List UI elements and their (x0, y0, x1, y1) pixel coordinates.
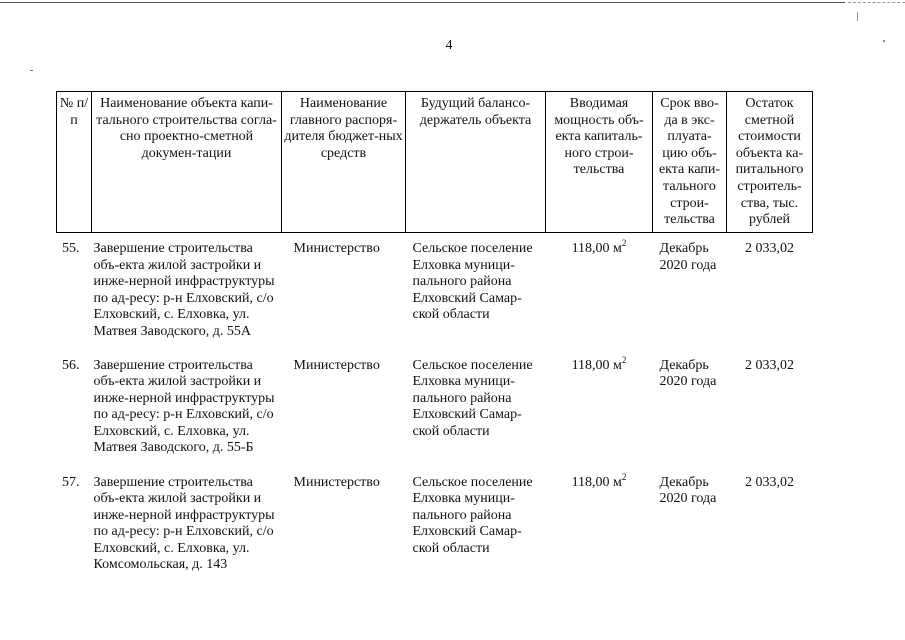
object-name: Завершение строительства объ-екта жилой застройки и инже-нерной инфраструктуры по ад-ресу: р-н Елховский, с/о Елховский, с. Елховка, ул. Комсомольская, д. 143 (93, 474, 275, 573)
remaining-cost: 2 033,02 (745, 474, 794, 490)
capacity-unit-exponent: 2 (621, 471, 627, 482)
scan-speck (883, 40, 885, 42)
table-row (57, 233, 813, 350)
header-commissioning-date: Срок вво-да в экс-плуата-цию объ-екта капи-тального строи-тельства (653, 92, 727, 233)
header-object-name: Наименование объекта капи-тального строительства согла-сно проектно-сметной докумен-тации (92, 92, 282, 233)
object-name: Завершение строительства объ-екта жилой застройки и инже-нерной инфраструктуры по ад-ресу: р-н Елховский, с/о Елховский, с. Елховка, ул. Матвея Заводского, д. 55-Б (93, 357, 275, 456)
scan-mark (857, 12, 858, 21)
commissioning-date: Декабрь 2020 года (659, 474, 717, 507)
capacity-value: 118,00 м (571, 474, 622, 490)
table-row (57, 350, 813, 467)
capacity (546, 467, 653, 584)
header-balance-holder: Будущий балансо-держатель объекта (406, 92, 546, 233)
capacity-value: 118,00 м (571, 357, 622, 373)
capacity (546, 350, 653, 467)
page-number: 4 (445, 38, 453, 53)
scan-edge-dash (848, 2, 905, 3)
remaining-cost: 2 033,02 (745, 241, 794, 256)
budget-manager: Министерство (293, 357, 380, 373)
capital-construction-table (56, 91, 813, 584)
header-num: № п/п (57, 92, 92, 233)
header-budget-manager: Наименование главного распоря-дителя бюджет-ных средств (282, 92, 406, 233)
scan-speck (30, 70, 33, 71)
object-name: Завершение строительства объ-екта жилой застройки и инже-нерной инфраструктуры по ад-ресу: р-н Елховский, с/о Елховский, с. Елховка, ул. Матвея Заводского, д. 55А (93, 241, 275, 339)
table-row (57, 467, 813, 584)
commissioning-date: Декабрь 2020 года (659, 357, 717, 390)
budget-manager: Министерство (293, 241, 380, 256)
scan-edge-line (0, 2, 845, 3)
capacity (546, 233, 653, 350)
row-number: 57. (62, 474, 80, 490)
header-remaining-cost: Остаток сметной стоимости объекта ка-питального строитель-ства, тыс. рублей (727, 92, 813, 233)
commissioning-date: Декабрь 2020 года (659, 241, 717, 273)
header-capacity: Вводимая мощность объ-екта капиталь-ного строи-тельства (546, 92, 653, 233)
row-number: 56. (62, 357, 80, 373)
capacity-unit-exponent: 2 (621, 354, 627, 365)
row-number: 55. (62, 241, 80, 256)
table-header-row (57, 92, 813, 233)
balance-holder: Сельское поселение Елховка муници-пального района Елховский Самар-ской области (412, 241, 533, 323)
balance-holder: Сельское поселение Елховка муници-пального района Елховский Самар-ской области (412, 474, 533, 556)
budget-manager: Министерство (293, 474, 380, 490)
remaining-cost: 2 033,02 (745, 357, 794, 373)
balance-holder: Сельское поселение Елховка муници-пального района Елховский Самар-ской области (412, 357, 533, 439)
capacity-unit-exponent: 2 (621, 238, 627, 248)
capacity-value: 118,00 м (571, 241, 622, 256)
